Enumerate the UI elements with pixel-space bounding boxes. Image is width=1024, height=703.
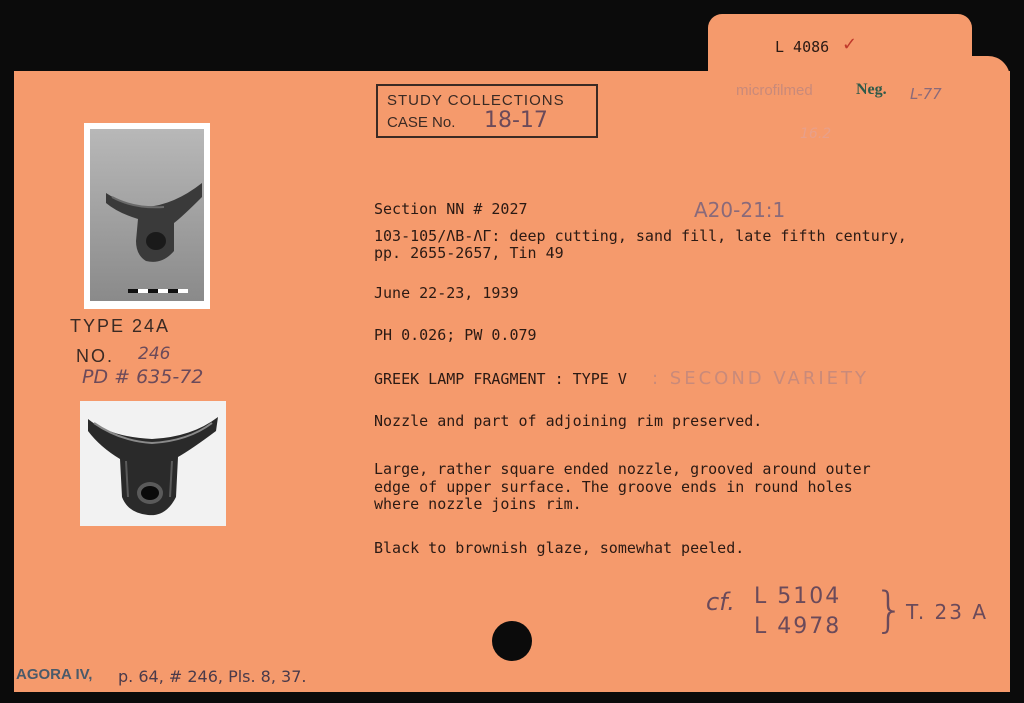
cf-label: cf.: [706, 588, 735, 616]
grid-reference: A20-21:1: [694, 198, 786, 222]
section-line: Section NN # 2027: [374, 200, 528, 218]
case-number: 18-17: [484, 108, 548, 133]
type-label: TYPE 24A: [70, 316, 171, 336]
lamp-photo-top: [84, 123, 210, 309]
context-line-2: pp. 2655-2657, Tin 49: [374, 244, 564, 262]
type-reference: T. 23 A: [906, 600, 989, 624]
no-value: 246: [138, 344, 171, 364]
description-line-2: edge of upper surface. The groove ends in round holes: [374, 478, 853, 496]
cf-reference-1: L 5104: [754, 584, 842, 609]
punch-hole: [492, 621, 532, 661]
faint-note: 16.2: [800, 126, 832, 142]
agora-reference: p. 64, # 246, Pls. 8, 37.: [118, 667, 307, 686]
case-label: CASE No.: [387, 114, 456, 131]
lamp-photo-bottom: [80, 401, 226, 526]
brace: }: [874, 582, 905, 638]
object-title: GREEK LAMP FRAGMENT : TYPE V: [374, 370, 627, 388]
agora-label: AGORA IV,: [16, 666, 93, 683]
neg-value: L-77: [910, 85, 942, 103]
description-line-1: Large, rather square ended nozzle, grooved around outer: [374, 460, 871, 478]
object-title-variety: : SECOND VARIETY: [652, 368, 870, 389]
microfilmed-stamp: microfilmed: [736, 82, 813, 99]
context-line-1: 103-105/ΛΒ-ΛΓ: deep cutting, sand fill, late fifth century,: [374, 227, 907, 245]
dimensions: PH 0.026; PW 0.079: [374, 326, 537, 344]
glaze-note: Black to brownish glaze, somewhat peeled.: [374, 539, 745, 557]
check-mark-icon: ✓: [842, 34, 858, 55]
pd-value: PD # 635-72: [82, 366, 204, 388]
catalog-number: L 4086: [775, 38, 830, 56]
study-collections-label: STUDY COLLECTIONS: [387, 92, 565, 109]
cf-reference-2: L 4978: [754, 614, 842, 639]
preservation-note: Nozzle and part of adjoining rim preserved.: [374, 412, 763, 430]
no-label: NO.: [76, 346, 115, 366]
description-line-3: where nozzle joins rim.: [374, 495, 582, 513]
excavation-date: June 22-23, 1939: [374, 284, 519, 302]
neg-label: Neg.: [856, 81, 887, 98]
